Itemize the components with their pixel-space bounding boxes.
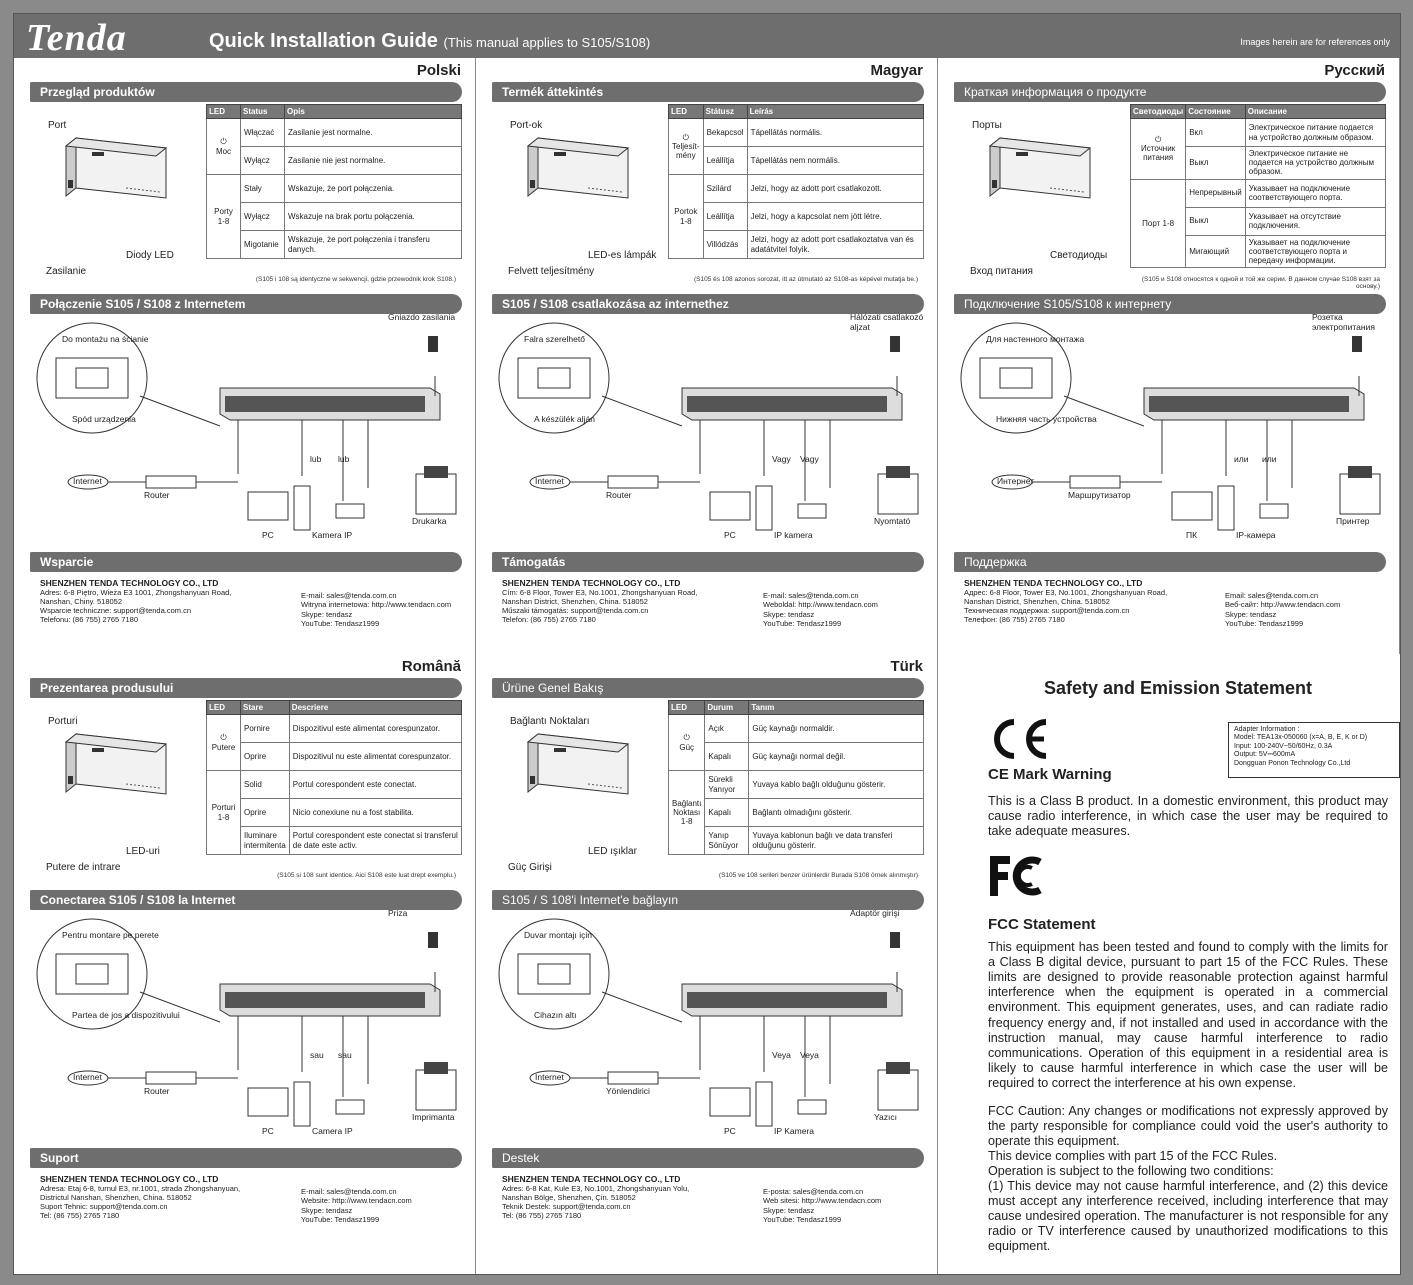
language-label: Magyar — [870, 62, 923, 79]
support-heading: Suport — [30, 1148, 462, 1168]
device-bottom-label: Нижняя часть устройства — [996, 414, 1097, 424]
power-led-cell: ⏻ Источник питания — [1131, 119, 1186, 180]
internet-label: Internet — [73, 476, 102, 486]
adapter-info: Adapter Information : Model: TEA13x-050060 (x=A, B, E, K or D) Input: 100-240V~50/60Hz, 0.3A Output: 5V⎓600mA Dongguan Ponon Technology Co.,Ltd — [1228, 722, 1400, 778]
company-info: SHENZHEN TENDA TECHNOLOGY CO., LTD Адрес: 6-8 Floor, Tower E3, No.1001, Zhongshanyuan Road, Nanshan District, Shenzhen, China. 518052 Техническая поддержка: support@tenda.com.cn Телефон: (86 755) 2765 7180 — [964, 578, 1168, 625]
power-led-cell: ⏻ Moc — [207, 119, 241, 175]
fcc-condition-list: (1) This device may not cause harmful interference, and (2) this device must accept any interference received, including interference that may cause undesired operation. The manufacturer is not responsible for any radio or TV interference caused by unauthorized modifications to this equipment. — [988, 1179, 1388, 1254]
or-label: Vagy — [800, 454, 819, 464]
pc-label: PC — [724, 530, 736, 540]
power-led-cell: ⏻ Putere — [207, 715, 241, 771]
overview-heading: Краткая информация о продукте — [954, 82, 1386, 102]
power-socket-label: Adaptör girişi — [850, 908, 900, 918]
or-label: Veya — [800, 1050, 819, 1060]
wall-mount-label: Для настенного монтажа — [986, 334, 1085, 344]
connect-heading: Połączenie S105 / S108 z Internetem — [30, 294, 462, 314]
contact-info: Email: sales@tenda.com.cn Веб-сайт: http://www.tendacn.com Skype: tendasz YouTube: Tendasz1999 — [1225, 591, 1341, 629]
internet-label: Internet — [535, 1072, 564, 1082]
support-heading: Поддержка — [954, 552, 1386, 572]
fcc-text: This equipment has been tested and found to comply with the limits for a Class B digital device, pursuant to part 15 of the FCC Rules. These limits are designed to provide reasonable protection against harmful interference when the equipment is operated in a commercial environment. This equipment generates, uses, and can radiate radio frequency energy and, if not installed and used in accordance with the instruction manual, may cause harmful interference to radio communications. Operation of this equipment in a residential area is likely to cause harmful interference in which case the user will be required to correct the interference at his own expense. — [988, 940, 1388, 1090]
image-note: Images herein are for references only — [1240, 37, 1390, 47]
device-bottom-label: Partea de jos a dispozitivului — [72, 1010, 180, 1020]
table-note: (S105 i 108 są identyczne w sekwencji, gdzie przewodnik krok S108.) — [255, 276, 456, 283]
power-input-label: Güç Girişi — [508, 862, 552, 873]
connect-heading: Подключение S105/S108 к интернету — [954, 294, 1386, 314]
ip-camera-label: IP-камера — [1236, 530, 1276, 540]
wall-mount-label: Do montażu na ścianie — [62, 334, 149, 344]
pc-label: PC — [724, 1126, 736, 1136]
or-label: sau — [338, 1050, 352, 1060]
connection-diagram — [492, 912, 924, 1137]
power-input-label: Вход питания — [970, 266, 1033, 277]
or-label: Veya — [772, 1050, 791, 1060]
language-panel — [16, 654, 476, 1274]
device-bottom-label: A készülék alján — [534, 414, 595, 424]
leds-label: Светодиоды — [1050, 250, 1108, 261]
wall-mount-label: Pentru montare pe perete — [62, 930, 159, 940]
guide-title: Quick Installation Guide (This manual applies to S105/S108) — [209, 30, 651, 52]
leds-label: LED-uri — [126, 846, 160, 857]
fcc-part15: This device complies with part 15 of the FCC Rules. — [988, 1149, 1278, 1163]
company-info: SHENZHEN TENDA TECHNOLOGY CO., LTD Adres: 6-8 Kat, Kule E3, No.1001, Zhongshanyuan Yolu, Nanshan Bölge, Shenzhen, Çin. 518052 Teknik Destek: support@tenda.com.cn Tel: (86 755) 2765 7180 — [502, 1174, 690, 1221]
contact-info: E-mail: sales@tenda.com.cn Witryna internetowa: http://www.tendacn.com Skype: tendasz YouTube: Tendasz1999 — [301, 591, 452, 629]
port-led-cell: Porturi 1-8 — [207, 771, 241, 855]
safety-panel — [954, 656, 1402, 1276]
guide-subtitle: (This manual applies to S105/S108) — [443, 35, 651, 50]
device-bottom-label: Cihazın altı — [534, 1010, 577, 1020]
led-table: LED Status Opis ⏻ Moc Włączać Zasilanie jest normalne. Wyłącz Zasilanie nie jest normalne. Porty 1-8 Stały Wskazuje, że port połączenia. Wyłącz Wskazuje na brak portu połączenia. Migotanie Wskazuje, że port połączenia i transferu danych. — [206, 104, 462, 259]
ip-camera-label: IP Kamera — [774, 1126, 815, 1136]
overview-heading: Prezentarea produsului — [30, 678, 462, 698]
ip-camera-label: IP kamera — [774, 530, 813, 540]
power-socket-label: Розетка электропитания — [1312, 312, 1375, 332]
router-label: Router — [144, 1086, 170, 1096]
ce-text: This is a Class B product. In a domestic environment, this product may cause radio interference, in which case the user may be required to take adequate measures. — [988, 794, 1388, 839]
wall-mount-label: Duvar montajı için — [524, 930, 593, 940]
led-table: LED Durum Tanım ⏻ Güç Açık Güç kaynağı normaldir. Kapalı Güç kaynağı normal değil. Bağlantı Noktası 1-8 Sürekli Yanıyor Yuvaya kablo bağlı olduğunu gösterir. Kapalı Bağlantı olmadığını gösterir. Yanıp Sönüyor Yuvaya kablonun bağlı ve data transferi olduğunu gösterir. — [668, 700, 924, 855]
port-led-cell: Bağlantı Noktası 1-8 — [669, 771, 705, 855]
ce-heading: CE Mark Warning — [988, 766, 1112, 783]
table-note: (S105 ve 108 serileri benzer ürünlerdir Burada S108 örnek alınmıştır) — [718, 872, 918, 879]
power-led-cell: ⏻ Güç — [669, 715, 705, 771]
led-table: LED Stare Descriere ⏻ Putere Pornire Dispozitivul este alimentat corespunzator. Oprire Dispozitivul nu este alimentat corespunzator. Porturi 1-8 Solid Portul corespondent este conectat. Oprire Nicio conexiune nu a fost stabilita. Iluminare intermitenta Portul corespondent este conectat si transferul de date este activ. — [206, 700, 462, 855]
language-panel — [478, 654, 938, 1274]
connection-diagram — [30, 912, 462, 1137]
internet-label: Интернет — [997, 476, 1035, 486]
ports-label: Port-ok — [510, 120, 543, 131]
contact-info: E-mail: sales@tenda.com.cn Website: http://www.tendacn.com Skype: tendasz YouTube: Tendasz1999 — [301, 1187, 412, 1225]
port-led-cell: Porty 1-8 — [207, 175, 241, 259]
support-heading: Wsparcie — [30, 552, 462, 572]
fcc-caution: FCC Caution: Any changes or modifications not expressly approved by the party responsible for compliance could void the user's authority to operate this equipment. — [988, 1104, 1388, 1149]
ip-camera-label: Camera IP — [312, 1126, 353, 1136]
company-info: SHENZHEN TENDA TECHNOLOGY CO., LTD Adres: 6-8 Piętro, Wieża E3 1001, Zhongshanyuan Road, Nanshan, Chiny. 518052 Wsparcie techniczne: support@tenda.com.cn Telefonu: (86 755) 2765 7180 — [40, 578, 232, 625]
contact-info: E-posta: sales@tenda.com.cn Web sitesi: http://www.tendacn.com Skype: tendasz YouTube: Tendasz1999 — [763, 1187, 882, 1225]
language-label: Română — [401, 658, 461, 675]
language-panel — [16, 58, 476, 654]
internet-label: Internet — [535, 476, 564, 486]
connect-heading: Conectarea S105 / S108 la Internet — [30, 890, 462, 910]
company-info: SHENZHEN TENDA TECHNOLOGY CO., LTD Adresa: Etaj 6-8, turnul E3, nr.1001, strada Zhongshanyuan, Districtul Nanshan, Shenzhen, China. 518052 Suport Tehnic: support@tenda.com.cn Tel: (86 755) 2765 7180 — [40, 1174, 241, 1221]
ports-label: Порты — [972, 120, 1002, 131]
switch-device-illustration — [56, 724, 176, 804]
router-label: Router — [606, 490, 632, 500]
pc-label: PC — [262, 1126, 274, 1136]
leds-label: LED-es lámpák — [588, 250, 657, 261]
led-table: LED Státusz Leírás ⏻ Teljesít-mény Bekapcsol Tápellátás normális. Leállítja Tápellátás nem normális. Portok 1-8 Szilárd Jelzi, hogy az adott port csatlakozott. Leállítja Jelzi, hogy a kapcsolat nem jött létre. Villódzás Jelzi, hogy az adott port csatlakoztatva van és adatátvitel folyik. — [668, 104, 924, 259]
port-led-cell: Порт 1-8 — [1131, 179, 1186, 268]
led-table: Светодиоды Состояние Описание ⏻ Источник питания Вкл Электрическое питание подается на устройство должным образом. Выкл Электрическое питание не подается на устройство должным образом. Порт 1-8 Непрерывный Указывает на подключение соответствующего порта. Выкл Указывает на отсутствие подключения. Мигающий Указывает на подключение соответствующего порта и передачу информации. — [1130, 104, 1386, 268]
ip-camera-label: Kamera IP — [312, 530, 353, 540]
printer-label: Принтер — [1336, 516, 1370, 526]
ports-label: Bağlantı Noktaları — [510, 716, 590, 727]
printer-label: Drukarka — [412, 516, 447, 526]
support-heading: Támogatás — [492, 552, 924, 572]
printer-label: Imprimanta — [412, 1112, 455, 1122]
language-label: Русский — [1324, 62, 1385, 79]
fcc-logo-icon — [988, 854, 1044, 898]
language-panel — [940, 58, 1400, 654]
switch-device-illustration — [56, 128, 176, 208]
ports-label: Port — [48, 120, 67, 131]
switch-device-illustration — [980, 128, 1100, 208]
language-panel — [478, 58, 938, 654]
connection-diagram — [492, 316, 924, 541]
port-led-cell: Portok 1-8 — [669, 175, 704, 259]
or-label: или — [1262, 454, 1277, 464]
wall-mount-label: Falra szerelhető — [524, 334, 585, 344]
language-label: Türk — [890, 658, 923, 675]
device-bottom-label: Spód urządzenia — [72, 414, 136, 424]
internet-label: Internet — [73, 1072, 102, 1082]
or-label: lub — [338, 454, 350, 464]
language-label: Polski — [416, 62, 461, 79]
power-input-label: Zasilanie — [46, 266, 87, 277]
connection-diagram — [954, 316, 1386, 541]
support-heading: Destek — [492, 1148, 924, 1168]
overview-heading: Ürüne Genel Bakış — [492, 678, 924, 698]
power-led-cell: ⏻ Teljesít-mény — [669, 119, 704, 175]
company-info: SHENZHEN TENDA TECHNOLOGY CO., LTD Cím: 6-8 Floor, Tower E3, No.1001, Zhongshanyuan Road, Nanshan District, Shenzhen, China. 518052 Műszaki támogatás: support@tenda.com.cn Telefon: (86 755) 2765 7180 — [502, 578, 698, 625]
or-label: Vagy — [772, 454, 791, 464]
router-label: Yönlendirici — [606, 1086, 650, 1096]
router-label: Router — [144, 490, 170, 500]
power-input-label: Felvett teljesítmény — [508, 266, 595, 277]
leds-label: Diody LED — [126, 250, 174, 261]
header-bar — [14, 14, 1400, 58]
connect-heading: S105 / S108 csatlakozása az internethez — [492, 294, 924, 314]
power-socket-label: Hálózati csatlakozó aljzat — [850, 312, 924, 332]
router-label: Маршрутизатор — [1068, 490, 1131, 500]
table-note: (S105 si 108 sunt identice. Aici S108 este luat drept exemplu.) — [277, 872, 456, 879]
pc-label: PC — [262, 530, 274, 540]
contact-info: E-mail: sales@tenda.com.cn Weboldal: http://www.tendacn.com Skype: tendasz YouTube: Tendasz1999 — [763, 591, 878, 629]
table-note: (S105 és 108 azonos sorozat, itt az útmutató az S108-as képével mutatja be.) — [693, 276, 918, 283]
ce-mark-icon — [988, 718, 1052, 760]
printer-label: Yazıcı — [874, 1112, 897, 1122]
fcc-heading: FCC Statement — [988, 916, 1096, 933]
power-socket-label: Priza — [388, 908, 408, 918]
guide-sheet — [13, 13, 1401, 1275]
overview-heading: Przegląd produktów — [30, 82, 462, 102]
ports-label: Porturi — [48, 716, 78, 727]
leds-label: LED ışıklar — [588, 846, 637, 857]
pc-label: ПК — [1186, 530, 1198, 540]
or-label: или — [1234, 454, 1249, 464]
or-label: sau — [310, 1050, 324, 1060]
switch-device-illustration — [518, 128, 638, 208]
power-input-label: Putere de intrare — [46, 862, 121, 873]
safety-title: Safety and Emission Statement — [1043, 678, 1313, 698]
or-label: lub — [310, 454, 322, 464]
brand-logo: Tenda — [26, 17, 127, 59]
overview-heading: Termék áttekintés — [492, 82, 924, 102]
fcc-conditions: Operation is subject to the following two conditions: — [988, 1164, 1274, 1178]
connect-heading: S105 / S 108'i Internet'e bağlayın — [492, 890, 924, 910]
power-socket-label: Gniazdo zasilania — [388, 312, 456, 322]
connection-diagram — [30, 316, 462, 541]
printer-label: Nyomtató — [874, 516, 911, 526]
table-note: (S105 и S108 относятся к одной и той же серии. В данном случае S108 взят за основу.) — [1141, 276, 1380, 290]
switch-device-illustration — [518, 724, 638, 804]
